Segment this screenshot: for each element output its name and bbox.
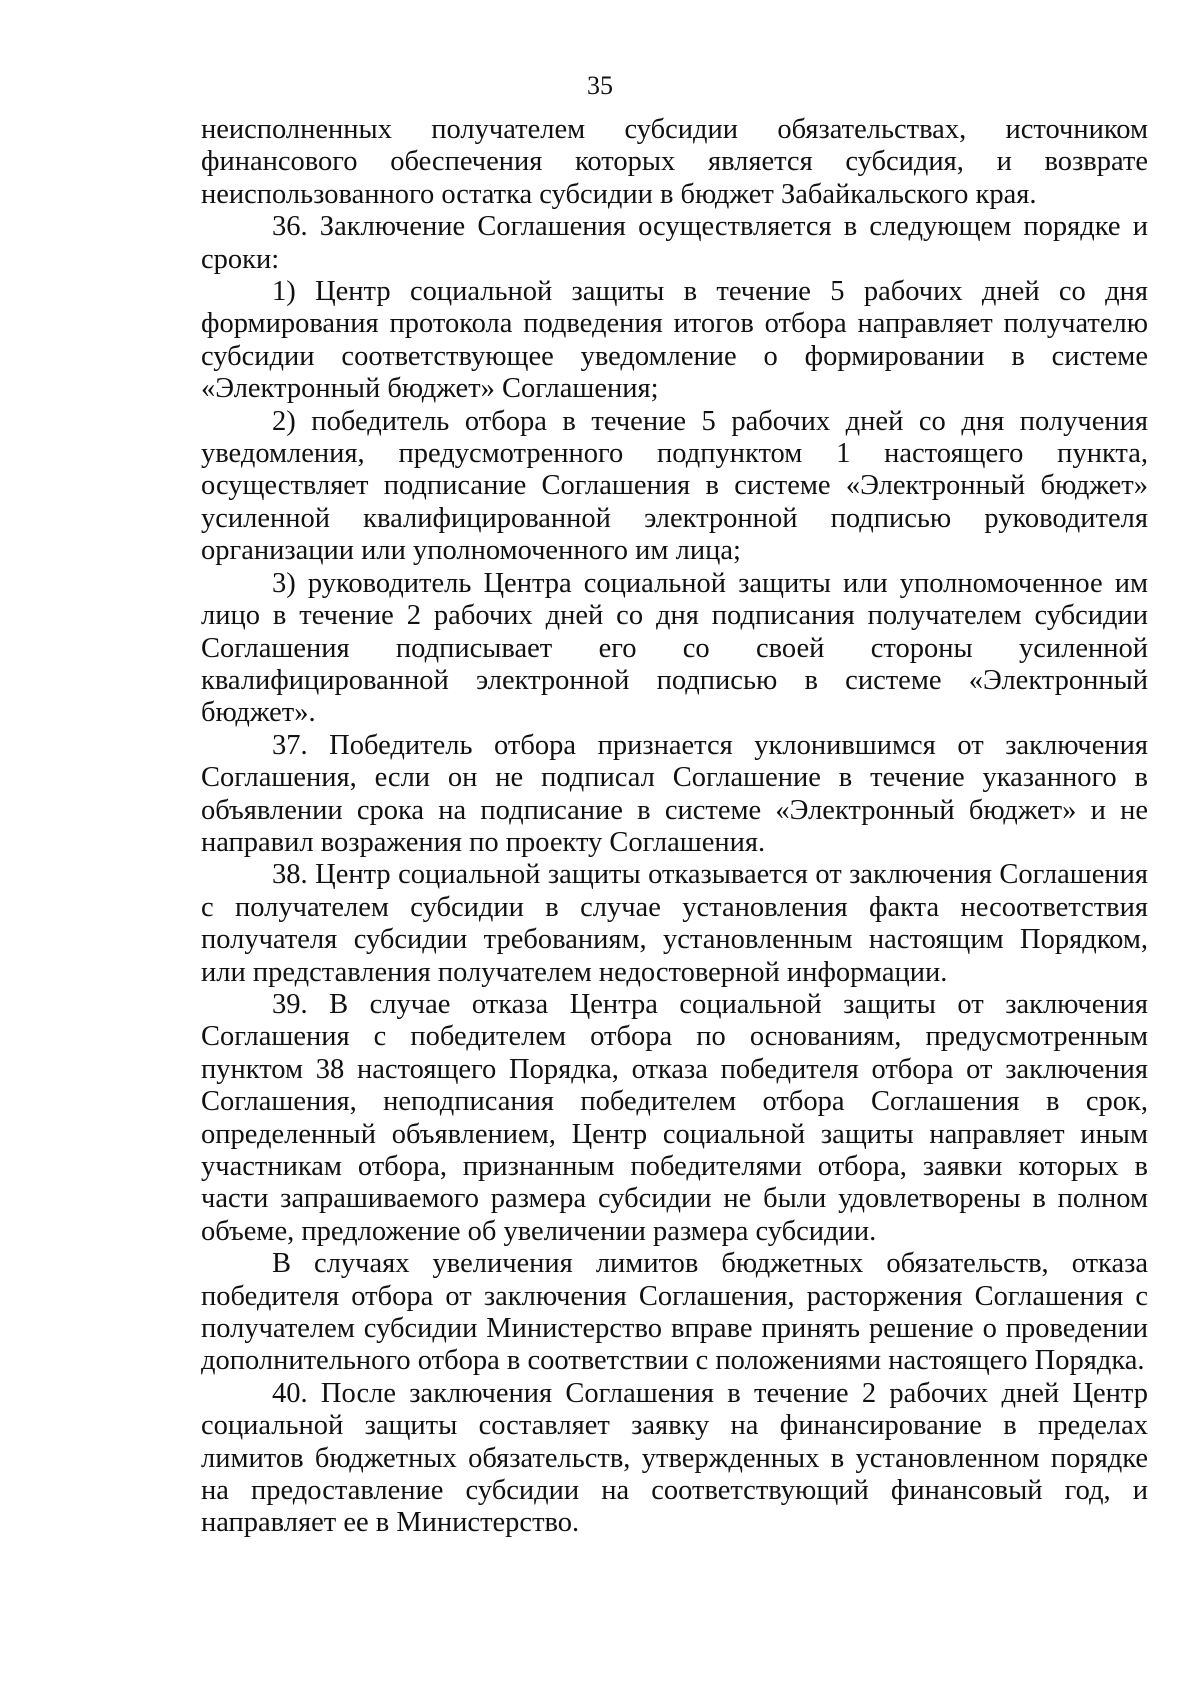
paragraph-36-item-2: 2) победитель отбора в течение 5 рабочих дней со дня получения уведомления, предусмотренного подпунктом 1 настоящего пункта, осуществляет подписание Соглашения в системе «Электронный бюджет» усиленной квалифицированной электронной подписью руководителя организации или уполномоченного им лица; bbox=[201, 405, 1148, 567]
page-number: 35 bbox=[587, 71, 613, 100]
paragraph-continuation: неисполненных получателем субсидии обязательствах, источником финансового обеспечения которых является субсидия, и возврате неиспользованного остатка субсидии в бюджет Забайкальского края. bbox=[201, 114, 1148, 210]
paragraph-37: 37. Победитель отбора признается уклонившимся от заключения Соглашения, если он не подписал Соглашение в течение указанного в объявлении срока на подписание в системе «Электронный бюджет» и не направил возражения по проекту Соглашения. bbox=[201, 729, 1148, 858]
paragraph-36: 36. Заключение Соглашения осуществляется в следующем порядке и сроки: bbox=[201, 211, 1148, 275]
document-body bbox=[201, 114, 1148, 1540]
paragraph-36-item-3: 3) руководитель Центра социальной защиты или уполномоченное им лицо в течение 2 рабочих дней со дня подписания получателем субсидии Соглашения подписывает его со своей стороны усиленной квалифицированной электронной подписью в системе «Электронный бюджет». bbox=[201, 567, 1148, 729]
paragraph-38: 38. Центр социальной защиты отказывается от заключения Соглашения с получателем субсидии в случае установления факта несоответствия получателя субсидии требованиям, установленным настоящим Порядком, или представления получателем недостоверной информации. bbox=[201, 859, 1148, 988]
paragraph-39: 39. В случае отказа Центра социальной защиты от заключения Соглашения с победителем отбора по основаниям, предусмотренным пунктом 38 настоящего Порядка, отказа победителя отбора от заключения Соглашения, неподписания победителем отбора Соглашения в срок, определенный объявлением, Центр социальной защиты направляет иным участникам отбора, признанным победителями отбора, заявки которых в части запрашиваемого размера субсидии не были удовлетворены в полном объеме, предложение об увеличении размера субсидии. bbox=[201, 988, 1148, 1247]
paragraph-39-continued: В случаях увеличения лимитов бюджетных обязательств, отказа победителя отбора от заключения Соглашения, расторжения Соглашения с получателем субсидии Министерство вправе принять решение о проведении дополнительного отбора в соответствии с положениями настоящего Порядка. bbox=[201, 1248, 1148, 1377]
paragraph-36-item-1: 1) Центр социальной защиты в течение 5 рабочих дней со дня формирования протокола подведения итогов отбора направляет получателю субсидии соответствующее уведомление о формировании в системе «Электронный бюджет» Соглашения; bbox=[201, 276, 1148, 405]
paragraph-40: 40. После заключения Соглашения в течение 2 рабочих дней Центр социальной защиты составляет заявку на финансирование в пределах лимитов бюджетных обязательств, утвержденных в установленном порядке на предоставление субсидии на соответствующий финансовый год, и направляет ее в Министерство. bbox=[201, 1377, 1148, 1539]
